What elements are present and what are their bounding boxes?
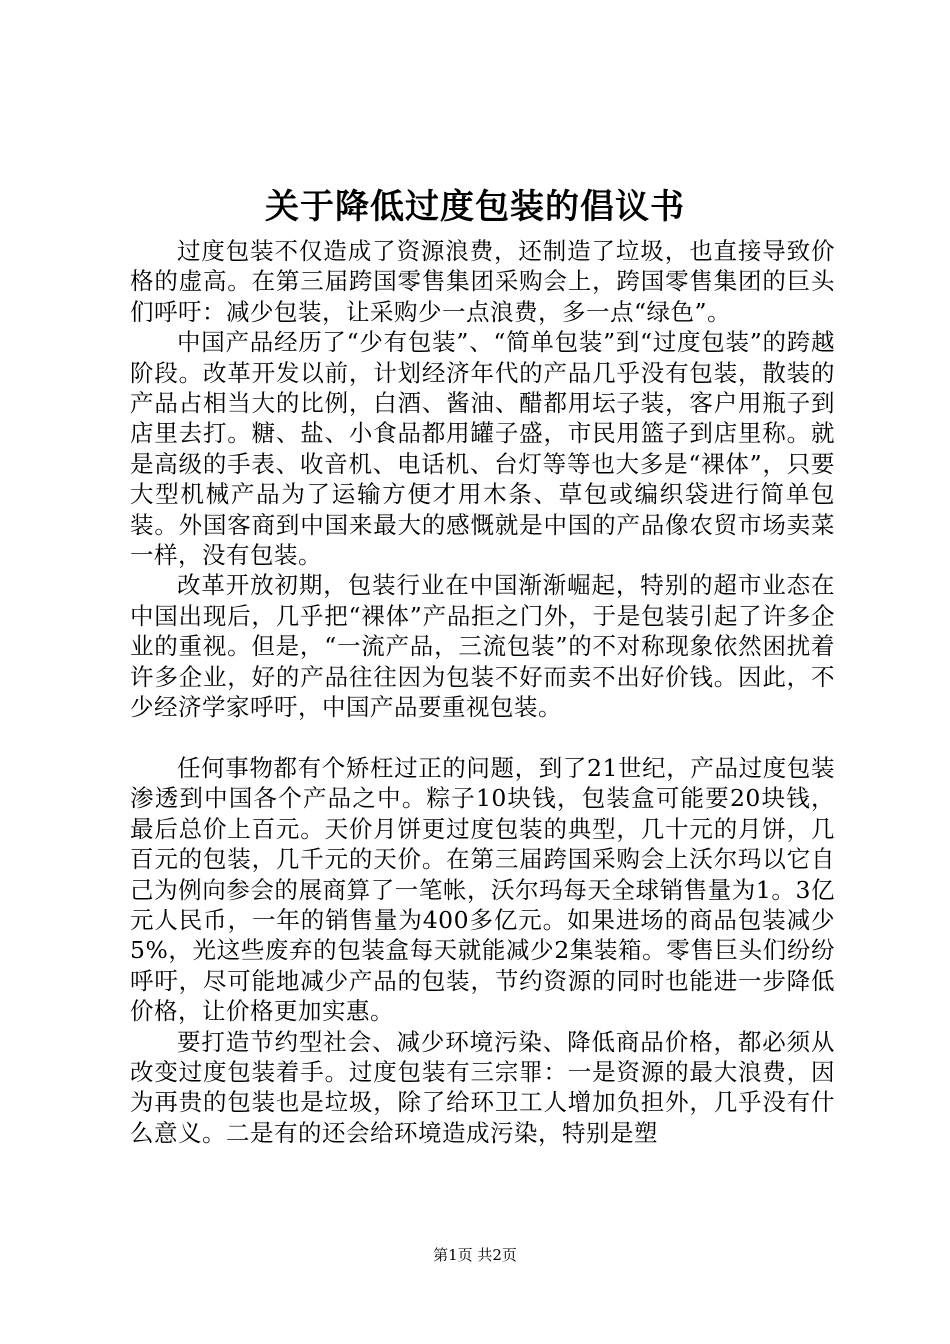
paragraph-1: 过度包装不仅造成了资源浪费，还制造了垃圾，也直接导致价格的虚高。在第三届跨国零售集团采购会上，跨国零售集团的巨头们呼吁：减少包装，让采购少一点浪费，多一点“绿色”。 [130,237,835,326]
document-body [130,236,835,1148]
document-title: 关于降低过度包装的倡议书 [265,187,685,227]
page-number-footer: 第1页 共2页 [433,1246,517,1264]
paragraph-4: 任何事物都有个矫枉过正的问题，到了21世纪，产品过度包装渗透到中国各个产品之中。粽子10块钱，包装盒可能要20块钱，最后总价上百元。天价月饼更过度包装的典型，几十元的月饼，几百元的包装，几千元的天价。在第三届跨国采购会上沃尔玛以它自己为例向参会的展商算了一笔帐，沃尔玛每天全球销售量为1。3亿元人民币，一年的销售量为400多亿元。如果进场的商品包装减少5%，光这些废弃的包装盒每天就能减少2集装箱。零售巨头们纷纷呼吁，尽可能地减少产品的包装，节约资源的同时也能进一步降低价格，让价格更加实惠。 [130,753,835,1026]
paragraph-2: 中国产品经历了“少有包装”、“简单包装”到“过度包装”的跨越阶段。改革开发以前，计划经济年代的产品几乎没有包装，散装的产品占相当大的比例，白酒、酱油、醋都用坛子装，客户用瓶子到店里去打。糖、盐、小食品都用罐子盛，市民用篮子到店里称。就是高级的手表、收音机、电话机、台灯等等也大多是“裸体”，只要大型机械产品为了运输方便才用木条、草包或编织袋进行简单包装。外国客商到中国来最大的感慨就是中国的产品像农贸市场卖菜一样，没有包装。 [130,328,835,570]
paragraph-3: 改革开放初期，包装行业在中国渐渐崛起，特别的超市业态在中国出现后，几乎把“裸体”产品拒之门外，于是包装引起了许多企业的重视。但是，“一流产品，三流包装”的不对称现象依然困扰着许多企业，好的产品往往因为包装不好而卖不出好价钱。因此，不少经济学家呼吁，中国产品要重视包装。 [130,571,835,722]
paragraph-gap [130,723,835,753]
paragraph-5: 要打造节约型社会、减少环境污染、降低商品价格，都必须从改变过度包装着手。过度包装有三宗罪：一是资源的最大浪费，因为再贵的包装也是垃圾，除了给环卫工人增加负担外，几乎没有什么意义。二是有的还会给环境造成污染，特别是塑 [130,1027,835,1147]
